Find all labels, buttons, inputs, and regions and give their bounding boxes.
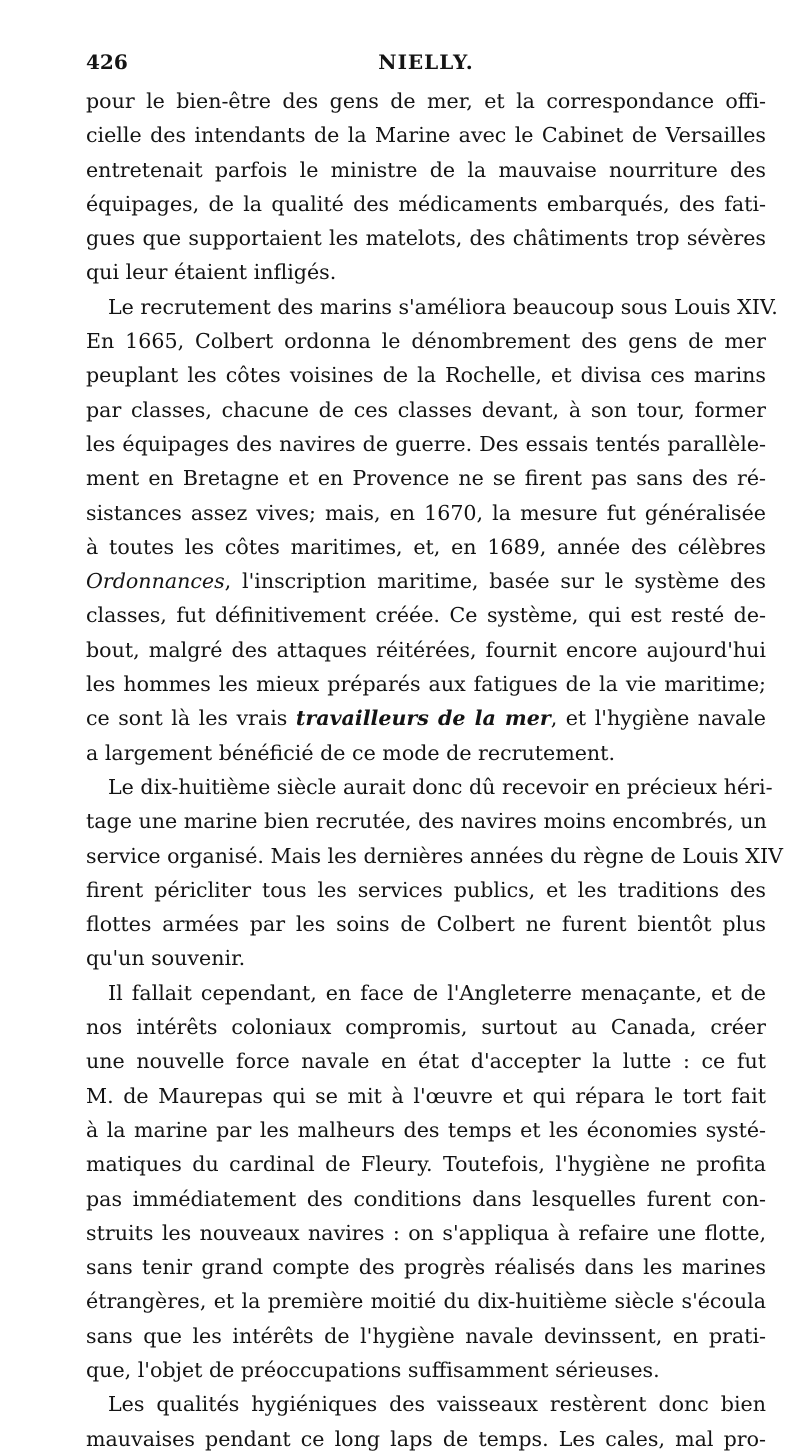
text-line: entretenait parfois le ministre de la mauvaise nourriture des xyxy=(86,157,766,182)
text-line: Il fallait cependant, en face de l'Angleterre menaçante, et de xyxy=(108,980,766,1005)
text-line: firent péricliter tous les services publics, et les traditions des xyxy=(86,877,766,902)
text-line: équipages, de la qualité des médicaments embarqués, des fati- xyxy=(86,191,766,216)
text-line: Le dix-huitième siècle aurait donc dû recevoir en précieux héri- xyxy=(108,774,773,799)
text-line: bout, malgré des attaques réitérées, fournit encore aujourd'hui xyxy=(86,637,766,662)
body-text xyxy=(86,84,783,1456)
text-line: pour le bien-être des gens de mer, et la correspondance offi- xyxy=(86,89,766,113)
text-line: tage une marine bien recrutée, des navires moins encombrés, un xyxy=(86,809,767,834)
page-number: 426 xyxy=(86,50,128,74)
text-line: matiques du cardinal de Fleury. Toutefois, l'hygiène ne profita xyxy=(86,1152,766,1177)
text-line: étrangères, et la première moitié du dix-huitième siècle s'écoula xyxy=(86,1289,766,1314)
text-line: une nouvelle force navale en état d'accepter la lutte : ce fut xyxy=(86,1049,766,1074)
text-line: nos intérêts coloniaux compromis, surtout au Canada, créer xyxy=(86,1015,766,1040)
text-line: qui leur étaient infligés. xyxy=(86,260,337,285)
text-line: à la marine par les malheurs des temps et les économies systé- xyxy=(86,1117,766,1142)
text-line: flottes armées par les soins de Colbert ne furent bientôt plus xyxy=(86,912,766,937)
text-line: ce sont là les vrais travailleurs de la mer, et l'hygiène navale xyxy=(86,706,766,731)
text-line: les hommes les mieux préparés aux fatigues de la vie maritime; xyxy=(86,672,766,697)
text-line: mauvaises pendant ce long laps de temps. Les cales, mal pro- xyxy=(86,1426,766,1451)
text-line: Les qualités hygiéniques des vaisseaux restèrent donc bien xyxy=(108,1392,766,1417)
text-line: gues que supportaient les matelots, des châtiments trop sévères xyxy=(86,226,766,251)
text-line: M. de Maurepas qui se mit à l'œuvre et qui répara le tort fait xyxy=(86,1083,766,1108)
text-line: classes, fut définitivement créée. Ce système, qui est resté de- xyxy=(86,603,766,628)
text-line: Le recrutement des marins s'améliora beaucoup sous Louis XIV. xyxy=(108,294,778,319)
page-header xyxy=(86,50,766,76)
text-line: struits les nouveaux navires : on s'appliqua à refaire une flotte, xyxy=(86,1220,766,1245)
text-line: que, l'objet de préoccupations suffisamment sérieuses. xyxy=(86,1357,660,1382)
text-line: a largement bénéficié de ce mode de recrutement. xyxy=(86,740,615,765)
text-line: sans tenir grand compte des progrès réalisés dans les marines xyxy=(86,1255,766,1280)
running-head: NIELLY. xyxy=(378,50,474,74)
italic-phrase: travailleurs de la mer xyxy=(295,706,551,731)
text-line: qu'un souvenir. xyxy=(86,946,246,971)
text-line: pas immédiatement des conditions dans lesquelles furent con- xyxy=(86,1186,766,1211)
text-line: les équipages des navires de guerre. Des essais tentés parallèle- xyxy=(86,431,766,456)
text-line: cielle des intendants de la Marine avec le Cabinet de Versailles xyxy=(86,123,766,148)
text-line: par classes, chacune de ces classes devant, à son tour, former xyxy=(86,397,766,422)
text-line: à toutes les côtes maritimes, et, en 1689, année des célèbres xyxy=(86,534,766,559)
italic-phrase: Ordonnances xyxy=(86,569,225,594)
text-line: peuplant les côtes voisines de la Rochelle, et divisa ces marins xyxy=(86,363,766,388)
text-line: sans que les intérêts de l'hygiène navale devinssent, en prati- xyxy=(86,1323,766,1348)
text-line: ment en Bretagne et en Provence ne se firent pas sans des ré- xyxy=(86,466,766,491)
text-line: service organisé. Mais les dernières années du règne de Louis XIV xyxy=(86,843,783,868)
text-line: sistances assez vives; mais, en 1670, la mesure fut généralisée xyxy=(86,500,766,525)
text-line: En 1665, Colbert ordonna le dénombrement des gens de mer xyxy=(86,329,766,354)
text-line: Ordonnances, l'inscription maritime, basée sur le système des xyxy=(86,569,766,594)
